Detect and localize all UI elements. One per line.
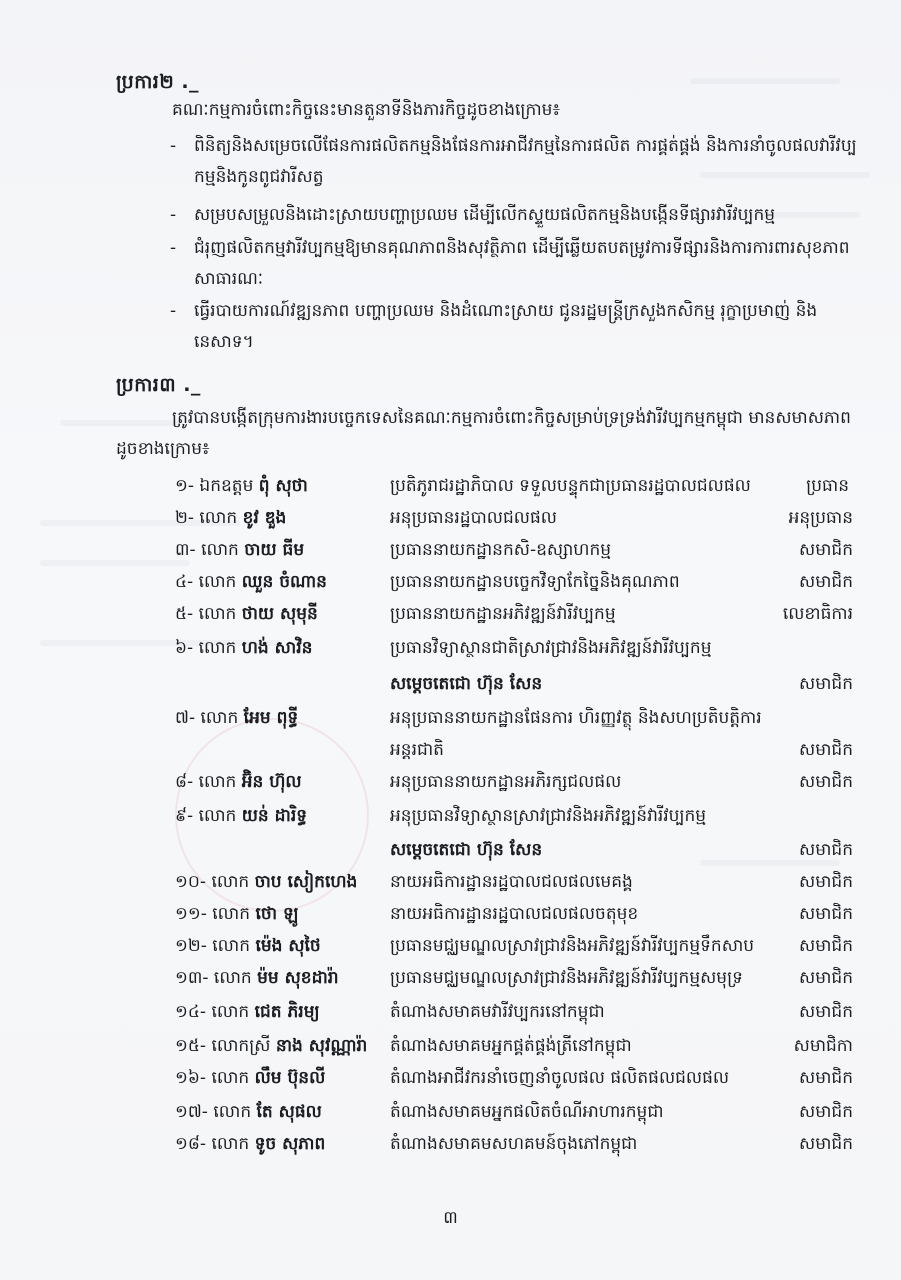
member-role: សមាជិក <box>799 572 853 592</box>
article-2-intro: គណៈកម្មការចំពោះកិច្ចនេះមានតួនាទីនិងភារកិច្ចដូចខាងក្រោម៖ <box>172 100 560 120</box>
member-name: យន់ ដារិទ្ធ <box>241 806 308 826</box>
member-row <box>0 502 901 534</box>
member-position-continued: សម្តេចតេជោ ហ៊ុន សែន <box>390 840 543 860</box>
member-row <box>0 800 901 832</box>
member-row <box>0 1030 901 1062</box>
member-position-continued: អន្តរជាតិ <box>390 740 444 760</box>
member-name: ម៉េង សុថៃ <box>255 936 321 956</box>
member-role: សមាជិក <box>799 904 853 924</box>
member-row-continuation <box>0 834 901 866</box>
article-3-heading: ប្រការ៣ ._ <box>116 374 201 396</box>
member-row <box>0 1096 901 1128</box>
member-position: ប្រធាននាយកដ្ឋានកសិ-ឧស្សាហកម្ម <box>390 540 612 560</box>
member-position: ប្រធានវិទ្យាស្ថានជាតិស្រាវជ្រាវនិងអភិវឌ្ឍន៍វារីវប្បកម្ម <box>390 638 712 658</box>
member-role: សមាជិក <box>799 872 853 892</box>
member-row-continuation <box>0 734 901 766</box>
member-position: តំណាងសមាគមសហគមន៍ចុងភៅកម្ពុជា <box>390 1134 638 1154</box>
member-name: ចាប សៀកហេង <box>254 872 358 892</box>
member-row <box>0 702 901 734</box>
member-row <box>0 632 901 664</box>
member-role: សមាជិក <box>799 674 853 694</box>
member-number: ១៤- លោក <box>175 1002 250 1022</box>
article-2-heading: ប្រការ២ ._ <box>116 71 200 93</box>
member-position: អនុប្រធានវិទ្យាស្ថានស្រាវជ្រាវនិងអភិវឌ្ឍន៍វារីវប្បកម្ម <box>390 806 707 826</box>
bullet-text: ជំរុញផលិតកម្មវារីវប្បកម្មឱ្យមានគុណភាពនិងសុវត្ថិភាព ដើម្បីឆ្លើយតបតម្រូវការទីផ្សារនិងការការពារសុខភាពសាធារណៈ <box>194 238 850 289</box>
member-role: សមាជិកា <box>793 1036 853 1056</box>
member-number: ២- លោក <box>175 508 238 528</box>
member-name: ជេត ភិរម្យ <box>254 1002 320 1022</box>
member-name: អ៊ិន ហ៊ុល <box>241 772 302 792</box>
member-position: តំណាងសមាគមវារីវប្បករនៅកម្ពុជា <box>390 1002 605 1022</box>
member-position: តំណាងសមាគមអ្នកផលិតចំណីអាហារកម្ពុជា <box>390 1102 664 1122</box>
member-row <box>0 470 901 502</box>
member-role: សមាជិក <box>799 772 853 792</box>
member-number: ៥- លោក <box>175 604 237 624</box>
member-role: សមាជិក <box>799 1002 853 1022</box>
member-number: ១- ឯកឧត្តម <box>175 476 254 496</box>
member-number: ១៦- លោក <box>175 1068 250 1088</box>
member-position: អនុប្រធាននាយកដ្ឋានអភិរក្សជលផល <box>390 772 622 792</box>
member-row <box>0 1062 901 1094</box>
member-row <box>0 866 901 898</box>
member-position: នាយអធិការដ្ឋានរដ្ឋបាលជលផលចតុមុខ <box>390 904 639 924</box>
member-name: ចាយ ធីម <box>244 540 305 560</box>
page-number: ៣ <box>443 1208 458 1228</box>
member-row-continuation <box>0 668 901 700</box>
member-number: ៤- លោក <box>175 572 237 592</box>
member-role: សមាជិក <box>799 968 853 988</box>
member-role: ប្រធាន <box>806 476 849 496</box>
member-position: អនុប្រធានរដ្ឋបាលជលផល <box>390 508 557 528</box>
member-number: ១៧- លោក <box>175 1102 252 1122</box>
member-position: តំណាងសមាគមអ្នកផ្គត់ផ្គង់ត្រីនៅកម្ពុជា <box>390 1036 632 1056</box>
member-role: សមាជិក <box>799 1068 853 1088</box>
member-role: សមាជិក <box>799 1102 853 1122</box>
member-role: សមាជិក <box>799 936 853 956</box>
member-position: ប្រធានមជ្ឈមណ្ឌលស្រាវជ្រាវនិងអភិវឌ្ឍន៍វារីវប្បកម្មសមុទ្រ <box>390 968 743 988</box>
member-row <box>0 566 901 598</box>
article-2-bullet: - សម្របសម្រួលនិងដោះស្រាយបញ្ហាប្រឈម ដើម្បីលើកស្ទួយផលិតកម្មនិងបង្កើនទីផ្សារវារីវប្បកម្ម <box>170 200 860 231</box>
member-position-continued: សម្តេចតេជោ ហ៊ុន សែន <box>390 674 543 694</box>
member-position: តំណាងអាជីវករនាំចេញនាំចូលផល ផលិតផលជលផល <box>390 1068 730 1088</box>
member-name: ទូច សុភាព <box>254 1134 326 1154</box>
member-position: នាយអធិការដ្ឋានរដ្ឋបាលជលផលមេគង្គ <box>390 872 633 892</box>
member-number: ៧- លោក <box>175 708 239 728</box>
member-number: ១១- លោក <box>175 904 251 924</box>
member-row <box>0 534 901 566</box>
article-2-bullet: - ធ្វើរបាយការណ៍វឌ្ឍនភាព បញ្ហាប្រឈម និងដំណោះស្រាយ ជូនរដ្ឋមន្ត្រីក្រសួងកសិកម្ម រុក្ខាប្រមាញ់ និងនេសាទ។ <box>170 296 860 358</box>
member-name: ម៉ម សុខដារ៉ា <box>257 968 339 988</box>
member-row <box>0 996 901 1028</box>
member-name: ខូវ ឌួង <box>242 508 287 528</box>
member-number: ១២- លោក <box>175 936 251 956</box>
article-3-intro: ត្រូវបានបង្កើតក្រុមការងារបច្ចេកទេសនៃគណៈកម្មការចំពោះកិច្ចសម្រាប់ទ្រទ្រង់វារីវប្បកម្មកម្ពុជា មានសមាសភាពដូចខាងក្រោម៖ <box>116 408 851 459</box>
member-row <box>0 1128 901 1160</box>
member-position: ប្រធាននាយកដ្ឋានបច្ចេកវិទ្យាកែច្នៃនិងគុណភាព <box>390 572 680 592</box>
member-role: សមាជិក <box>799 540 853 560</box>
bullet-text: ធ្វើរបាយការណ៍វឌ្ឍនភាព បញ្ហាប្រឈម និងដំណោះស្រាយ ជូនរដ្ឋមន្ត្រីក្រសួងកសិកម្ម រុក្ខាប្រមាញ់ និងនេសាទ។ <box>194 301 818 352</box>
member-row <box>0 898 901 930</box>
member-number: ៨- លោក <box>175 772 237 792</box>
bullet-text: សម្របសម្រួលនិងដោះស្រាយបញ្ហាប្រឈម ដើម្បីលើកស្ទួយផលិតកម្មនិងបង្កើនទីផ្សារវារីវប្បកម្ម <box>194 205 776 225</box>
bleed-through-text <box>690 78 840 84</box>
member-role: សមាជិក <box>799 1134 853 1154</box>
member-number: ៣- លោក <box>175 540 239 560</box>
bullet-text: ពិនិត្យនិងសម្រេចលើផែនការផលិតកម្មនិងផែនការអាជីវកម្មនៃការផលិត ការផ្គត់ផ្គង់ និងការនាំចូលផលវារីវប្បកម្មនិងកូនពូជវារីសត្វ <box>194 136 857 187</box>
member-name: ថោ ឡូ <box>255 904 299 924</box>
member-name: ហង់ សាវិន <box>241 638 313 658</box>
member-role: សមាជិក <box>799 840 853 860</box>
member-name: អែម ពុទ្ធី <box>243 708 299 728</box>
member-name: លឹម ប៊ុនលី <box>254 1068 326 1088</box>
member-position: អនុប្រធាននាយកដ្ឋានផែនការ ហិរញ្ញវត្ថុ និងសហប្រតិបត្តិការ <box>390 708 762 728</box>
member-name: ឈួន ចំណាន <box>241 572 327 592</box>
member-name: ពុំ សុថា <box>258 476 308 496</box>
member-number: ៦- លោក <box>175 638 237 658</box>
member-number: ១៥- លោកស្រី <box>175 1036 271 1056</box>
member-position: ប្រធាននាយកដ្ឋានអភិវឌ្ឍន៍វារីវប្បកម្ម <box>390 604 616 624</box>
member-row <box>0 962 901 994</box>
member-row <box>0 930 901 962</box>
member-position: ប្រតិភូរាជរដ្ឋាភិបាល ទទួលបន្ទុកជាប្រធានរដ្ឋបាលជលផល <box>390 476 751 496</box>
member-role: សមាជិក <box>799 740 853 760</box>
member-role: អនុប្រធាន <box>788 508 853 528</box>
member-name: ថាយ សុមុនី <box>241 604 318 624</box>
member-role: លេខាធិការ <box>782 604 853 624</box>
member-name: នាង សុវណ្ណារ៉ា <box>275 1036 368 1056</box>
member-row <box>0 598 901 630</box>
member-position: ប្រធានមជ្ឈមណ្ឌលស្រាវជ្រាវនិងអភិវឌ្ឍន៍វារីវប្បកម្មទឹកសាប <box>390 936 755 956</box>
member-number: ១៣- លោក <box>175 968 252 988</box>
article-2-bullet: - ពិនិត្យនិងសម្រេចលើផែនការផលិតកម្មនិងផែនការអាជីវកម្មនៃការផលិត ការផ្គត់ផ្គង់ និងការនាំចូលផលវារីវប្បកម្មនិងកូនពូជវារីសត្វ <box>170 131 860 193</box>
member-number: ១៨- លោក <box>175 1134 250 1154</box>
member-name: តែ សុផល <box>256 1102 322 1122</box>
member-row <box>0 766 901 798</box>
article-2-bullet: - ជំរុញផលិតកម្មវារីវប្បកម្មឱ្យមានគុណភាពនិងសុវត្ថិភាព ដើម្បីឆ្លើយតបតម្រូវការទីផ្សារនិងការការពារសុខភាពសាធារណៈ <box>170 233 860 295</box>
member-number: ១០- លោក <box>175 872 250 892</box>
member-number: ៩- លោក <box>175 806 237 826</box>
